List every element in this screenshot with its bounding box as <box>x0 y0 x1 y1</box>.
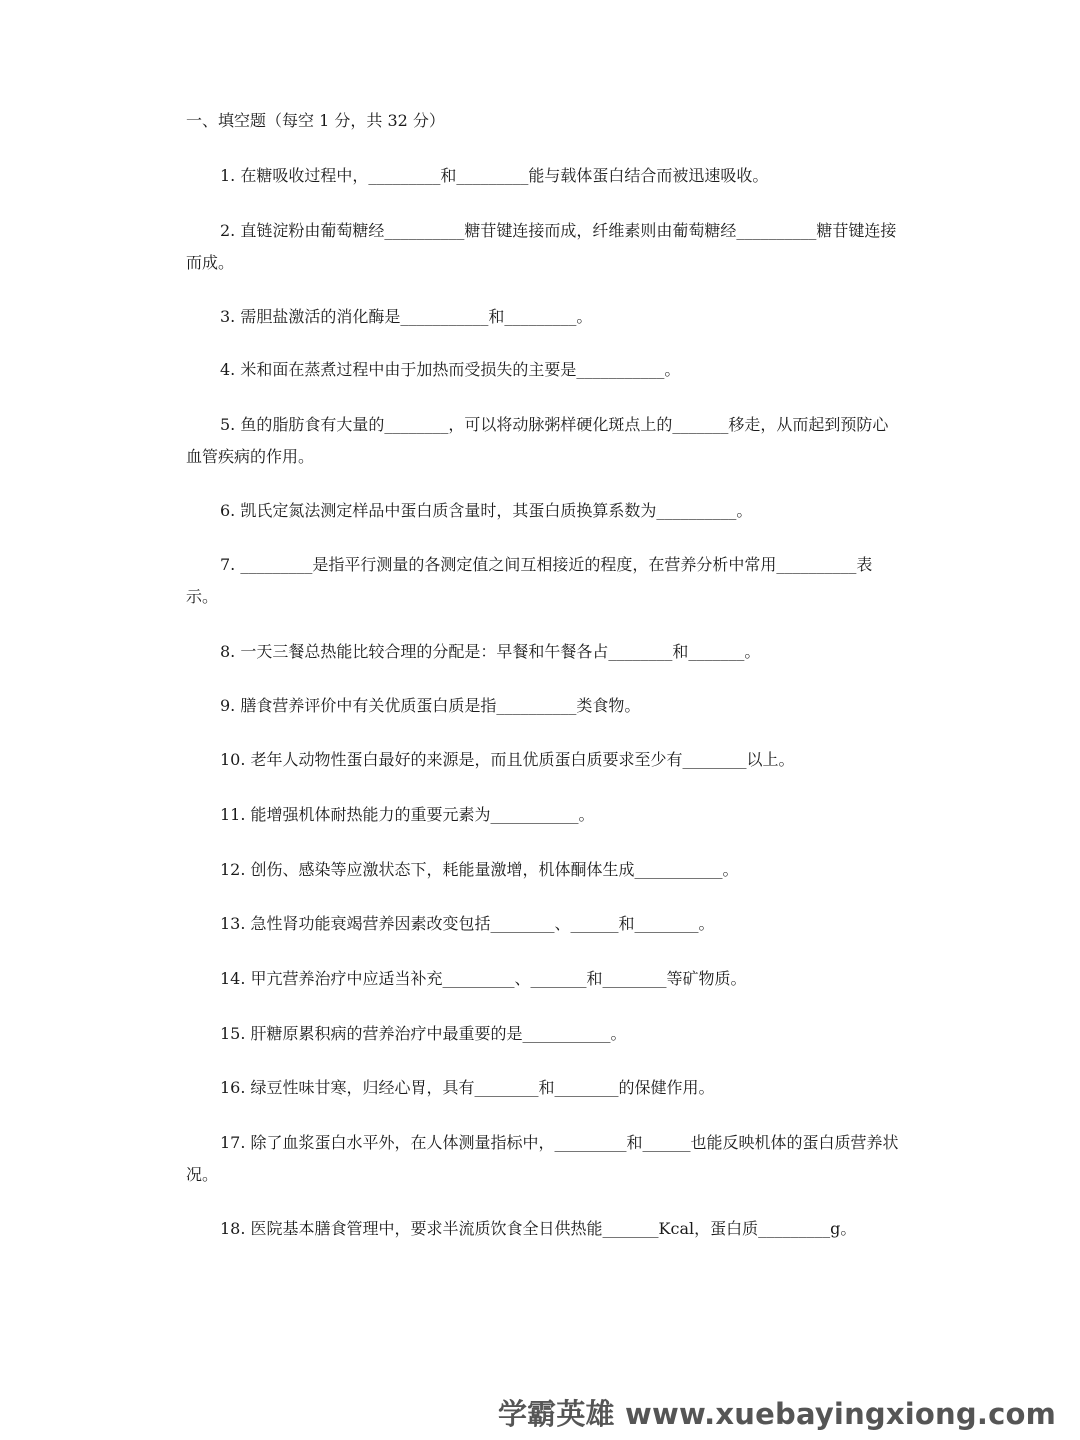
question-16: 16. 绿豆性味甘寒，归经心胃，具有________和________的保健作用。 <box>220 1078 715 1097</box>
question-6: 6. 凯氏定氮法测定样品中蛋白质含量时，其蛋白质换算系数为__________。 <box>220 501 753 520</box>
question-17: 17. 除了血浆蛋白水平外，在人体测量指标中，_________和______也能反映机体的蛋白质营养状况。 <box>186 1133 899 1184</box>
question-14: 14. 甲亢营养治疗中应适当补充_________、_______和________等矿物质。 <box>220 969 747 988</box>
question-15: 15. 肝糖原累积病的营养治疗中最重要的是___________。 <box>220 1024 627 1043</box>
question-8: 8. 一天三餐总热能比较合理的分配是：早餐和午餐各占________和_______。 <box>220 642 761 661</box>
question-3: 3. 需胆盐激活的消化酶是___________和_________。 <box>220 307 593 326</box>
question-2: 2. 直链淀粉由葡萄糖经__________糖苷键连接而成，纤维素则由葡萄糖经__________糖苷键连接而成。 <box>186 221 897 272</box>
section-title: 一、填空题（每空 1 分，共 32 分） <box>186 111 445 130</box>
question-12: 12. 创伤、感染等应激状态下，耗能量激增，机体酮体生成___________。 <box>220 860 739 879</box>
watermark-footer: 学霸英雄 www.xuebayingxiong.com <box>497 1397 1056 1431</box>
question-7: 7. _________是指平行测量的各测定值之间互相接近的程度，在营养分析中常用__________表示。 <box>186 555 873 606</box>
question-9: 9. 膳食营养评价中有关优质蛋白质是指__________类食物。 <box>220 696 641 715</box>
question-13: 13. 急性肾功能衰竭营养因素改变包括________、______和________。 <box>220 914 715 933</box>
question-18: 18. 医院基本膳食管理中，要求半流质饮食全日供热能_______Kcal，蛋白质_________g。 <box>220 1219 857 1238</box>
question-5: 5. 鱼的脂肪食有大量的________，可以将动脉粥样硬化斑点上的_______移走，从而起到预防心血管疾病的作用。 <box>186 415 889 466</box>
question-4: 4. 米和面在蒸煮过程中由于加热而受损失的主要是___________。 <box>220 360 681 379</box>
question-10: 10. 老年人动物性蛋白最好的来源是，而且优质蛋白质要求至少有________以上。 <box>220 750 795 769</box>
question-1: 1. 在糖吸收过程中，_________和_________能与载体蛋白结合而被迅速吸收。 <box>220 166 769 185</box>
question-11: 11. 能增强机体耐热能力的重要元素为___________。 <box>220 805 595 824</box>
